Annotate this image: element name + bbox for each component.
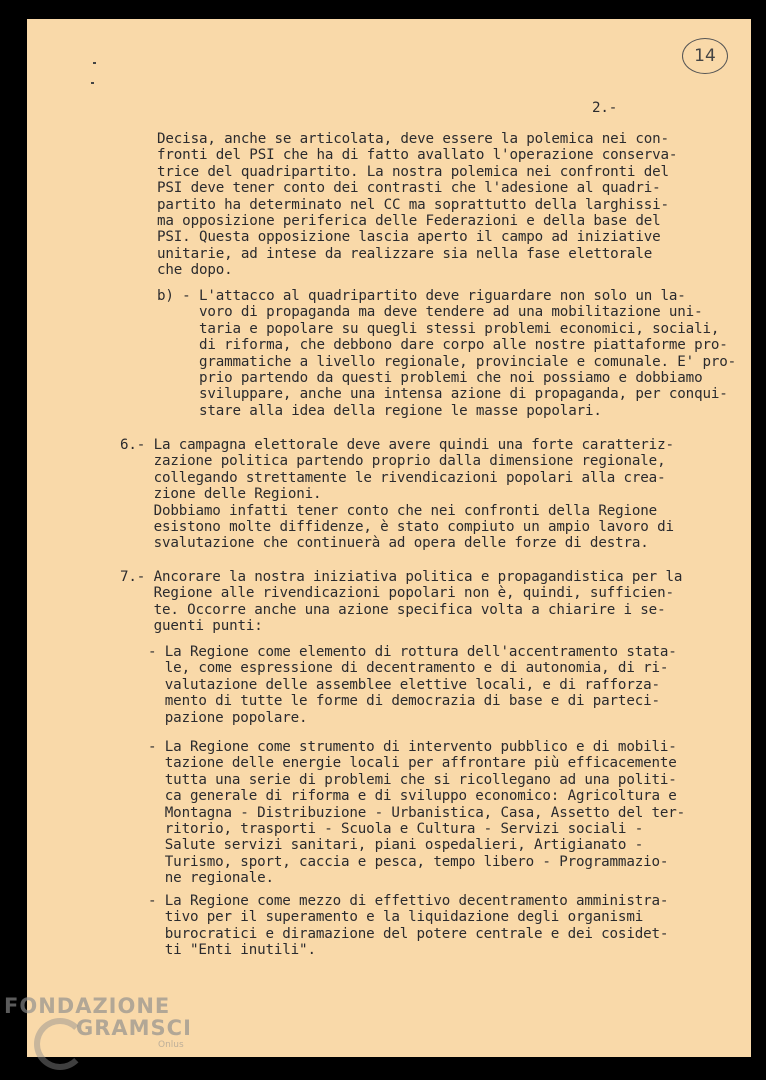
archive-number-stamp: 14 xyxy=(682,38,728,74)
text-line: grammatiche a livello regionale, provinciale e comunale. E' pro- xyxy=(157,353,737,370)
text-line: burocratici e diramazione del potere centrale e dei cosidet- xyxy=(148,925,669,942)
text-line: - La Regione come strumento di intervento pubblico e di mobili- xyxy=(148,739,677,755)
text-line: - La Regione come mezzo di effettivo decentramento amministra- xyxy=(148,893,669,909)
text-line: 6.- La campagna elettorale deve avere quindi una forte caratteriz- xyxy=(120,437,674,453)
text-line: voro di propaganda ma deve tendere ad una mobilitazione uni- xyxy=(157,304,703,321)
text-line: PSI. Questa opposizione lascia aperto il campo ad iniziative xyxy=(157,229,661,246)
paragraph-psi xyxy=(157,131,677,279)
text-line: ma opposizione periferica delle Federazioni e della base del xyxy=(157,213,661,230)
text-line: Salute servizi sanitari, piani ospedalieri, Artigianato - xyxy=(148,837,644,854)
text-line: ritorio, trasporti - Scuola e Cultura - Servizi sociali - xyxy=(148,821,644,838)
text-line: esistono molte diffidenze, è stato compiuto un ampio lavoro di xyxy=(120,519,674,536)
bullet-strumento xyxy=(148,739,685,887)
text-line: taria e popolare su quegli stessi problemi economici, sociali, xyxy=(157,320,720,337)
text-line: ti "Enti inutili". xyxy=(148,942,316,959)
watermark-line2: GRAMSCI xyxy=(76,1016,192,1040)
text-line: guenti punti: xyxy=(120,618,263,635)
text-line: tutta una serie di problemi che si ricollegano ad una politi- xyxy=(148,771,677,788)
section-7 xyxy=(120,569,682,635)
text-line: 7.- Ancorare la nostra iniziativa politica e propagandistica per la xyxy=(120,569,683,585)
text-line: svalutazione che continuerà ad opera delle forze di destra. xyxy=(120,535,649,552)
text-line: sviluppare, anche una intensa azione di propaganda, per conqui- xyxy=(157,386,728,403)
punch-mark xyxy=(91,82,94,84)
text-line: ca generale di riforma e di sviluppo economico: Agricoltura e xyxy=(148,788,677,805)
section-6 xyxy=(120,437,674,552)
text-line: pazione popolare. xyxy=(148,709,308,726)
page-number: 2.- xyxy=(592,100,618,116)
watermark-logo xyxy=(4,994,192,1050)
watermark-line3: Onlus xyxy=(158,1040,184,1050)
watermark-g-icon xyxy=(34,1018,86,1070)
bullet-decentramento xyxy=(148,893,668,959)
text-line: stare alla idea della regione le masse popolari. xyxy=(157,402,602,419)
text-line: prio partendo da questi problemi che noi possiamo e dobbiamo xyxy=(157,370,703,387)
watermark-line1: FONDAZIONE xyxy=(4,994,171,1018)
text-line: fronti del PSI che ha di fatto avallato l'operazione conserva- xyxy=(157,147,678,164)
bullet-rottura xyxy=(148,644,677,726)
text-line: te. Occorre anche una azione specifica volta a chiarire i se- xyxy=(120,601,666,618)
text-line: tivo per il superamento e la liquidazione degli organismi xyxy=(148,909,644,926)
text-line: Decisa, anche se articolata, deve essere la polemica nei con- xyxy=(157,131,669,147)
text-line: zione delle Regioni. xyxy=(120,486,322,503)
paragraph-b xyxy=(157,288,736,419)
text-line: Dobbiamo infatti tener conto che nei confronti della Regione xyxy=(120,502,658,519)
text-line: Montagna - Distribuzione - Urbanistica, Casa, Assetto del ter- xyxy=(148,804,686,821)
text-line: Regione alle rivendicazioni popolari non è, quindi, sufficien- xyxy=(120,585,674,602)
text-line: mento di tutte le forme di democrazia di base e di parteci- xyxy=(148,693,660,710)
text-line: le, come espressione di decentramento e di autonomia, di ri- xyxy=(148,660,669,677)
text-line: PSI deve tener conto dei contrasti che l'adesione al quadri- xyxy=(157,180,661,197)
text-line: trice del quadripartito. La nostra polemica nei confronti del xyxy=(157,163,669,180)
text-line: zazione politica partendo proprio dalla dimensione regionale, xyxy=(120,453,666,470)
text-line: unitarie, ad intese da realizzare sia nella fase elettorale xyxy=(157,245,653,262)
text-line: collegando strettamente le rivendicazioni popolari alla crea- xyxy=(120,469,666,486)
text-line: b) - L'attacco al quadripartito deve riguardare non solo un la- xyxy=(157,288,686,304)
text-line: che dopo. xyxy=(157,262,233,279)
text-line: di riforma, che debbono dare corpo alle nostre piattaforme pro- xyxy=(157,337,728,354)
text-line: partito ha determinato nel CC ma soprattutto della larghissi- xyxy=(157,196,669,213)
text-line: ne regionale. xyxy=(148,870,274,887)
text-line: tazione delle energie locali per affrontare più efficacemente xyxy=(148,755,677,772)
text-line: - La Regione come elemento di rottura dell'accentramento stata- xyxy=(148,644,677,660)
text-line: Turismo, sport, caccia e pesca, tempo libero - Programmazio- xyxy=(148,853,669,870)
punch-mark xyxy=(93,62,96,64)
text-line: valutazione delle assemblee elettive locali, e di rafforza- xyxy=(148,676,660,693)
